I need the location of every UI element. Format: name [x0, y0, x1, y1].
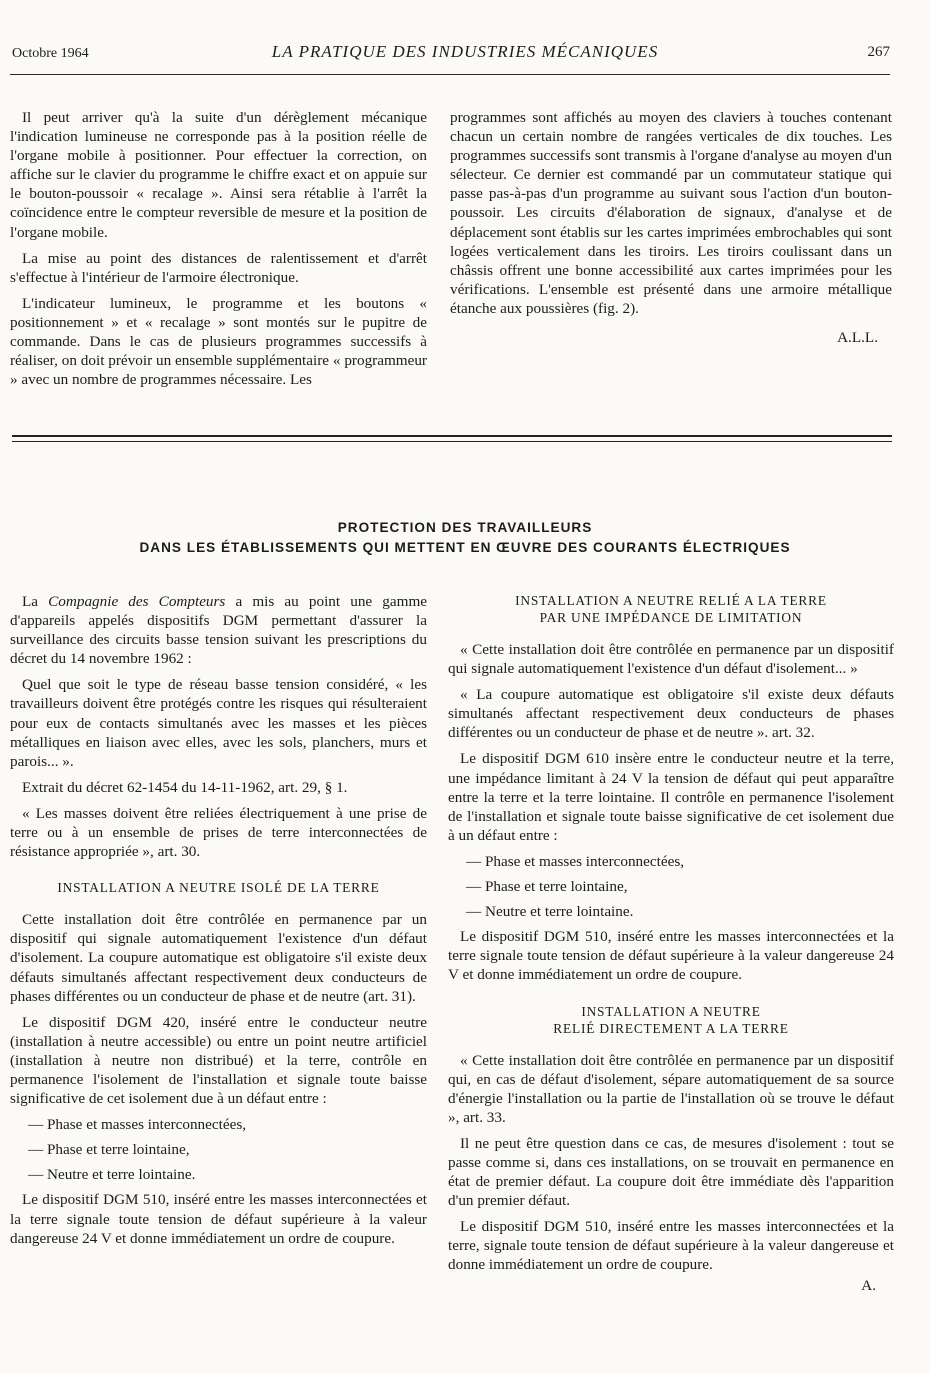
list-item: — Phase et masses interconnectées,: [466, 852, 685, 870]
author-signature: A.: [861, 1276, 876, 1294]
section-heading: [448, 592, 894, 626]
header-rule: [10, 74, 890, 75]
section-heading-line: INSTALLATION A NEUTRE RELIÉ A LA TERRE: [515, 593, 827, 608]
paragraph: Il ne peut être question dans ce cas, de mesures d'isolement : tout se passe comme si, dans ces installations, on se trouvait en permanence en état de premier défaut. La coupure doit être immédiate dès l'apparition d'un premier défaut.: [448, 1134, 894, 1210]
section-heading-line: PAR UNE IMPÉDANCE DE LIMITATION: [539, 610, 803, 625]
section-heading: INSTALLATION A NEUTRE ISOLÉ DE LA TERRE: [57, 880, 380, 896]
top-left-column: [10, 108, 427, 396]
paragraph: Le dispositif DGM 610 insère entre le conducteur neutre et la terre, une impédance limitant à 24 V la tension de défaut qui peut apparaître entre la terre et la terre lointaine. Il contrôle en permanence l'isolement de l'installation et signale toute baisse significative de cet isolement due à un défaut entre :: [448, 750, 894, 844]
paragraph: Il peut arriver qu'à la suite d'un dérèglement mécanique l'indication lumineuse ne corresponde pas à la position réelle de l'organe mobile à positionner. Pour effectuer la correction, on affiche sur le clavier du programme le chiffre exact et on appuie sur le bouton-poussoir « recalage ». Ainsi sera rétablie à l'arrêt la coïncidence entre le compteur reversible de mesure et la position de l'organe mobile.: [10, 109, 427, 241]
paragraph: programmes sont affichés au moyen des claviers à touches contenant chacun un certain nombre de rangées verticales de dix touches. Les programmes successifs sont transmis à l'organe d'analyse au moyen d'un sélecteur. Ce dernier est commandé par un commutateur statique qui passe pas-à-pas d'un programme au suivant sous l'action d'un bouton-poussoir. Les circuits d'élaboration de signaux, d'analyse et de déplacement sont établis sur les cartes imprimées embrochables qui sont logées verticalement dans les tiroirs. Les tiroirs coulissant dans un châssis offrent une bonne accessibilité aux cartes imprimées pour les vérifications. L'ensemble est présenté dans une armoire métallique étanche aux poussières (fig. 2).: [450, 109, 892, 317]
paragraph: « Cette installation doit être contrôlée en permanence par un dispositif qui signale automatiquement l'existence d'un défaut d'isolement... »: [448, 641, 894, 678]
paragraph: Le dispositif DGM 420, inséré entre le conducteur neutre (installation à neutre accessible) ou entre un point neutre artificiel (installation à neutre non distribué) et la terre, contrôle en permanence l'isolement de l'installation et signale toute baisse significative de cet isolement due à un défaut entre :: [10, 1013, 427, 1108]
article-title-line: DANS LES ÉTABLISSEMENTS QUI METTENT EN ŒUVRE DES COURANTS ÉLECTRIQUES: [139, 540, 791, 555]
section-heading-line: INSTALLATION A NEUTRE: [581, 1003, 761, 1019]
issue-date: Octobre 1964: [12, 46, 89, 61]
top-right-column: [450, 108, 892, 347]
text-run: La: [22, 593, 49, 610]
section-heading: [448, 1003, 894, 1037]
list-item: — Phase et masses interconnectées,: [28, 1116, 247, 1134]
article-right-column: [448, 592, 894, 1295]
paragraph: Extrait du décret 62-1454 du 14-11-1962, art. 29, § 1.: [22, 778, 348, 796]
list-item: — Phase et terre lointaine,: [28, 1141, 190, 1159]
company-name: Compagnie des Compteurs: [48, 593, 226, 610]
paragraph: Le dispositif DGM 510, inséré entre les masses interconnectées et la terre signale toute tension de défaut supérieure à la valeur dangereuse 24 V et donne immédiatement un ordre de coupure.: [10, 1191, 427, 1247]
author-signature: A.L.L.: [837, 329, 878, 347]
paragraph: Le dispositif DGM 510, inséré entre les masses interconnectées et la terre, signale toute tension de défaut supérieure à la valeur dangereuse et donne immédiatement un ordre de coupure.: [448, 1218, 894, 1274]
journal-title: LA PRATIQUE DES INDUSTRIES MÉCANIQUES: [271, 42, 659, 61]
paragraph: Quel que soit le type de réseau basse tension considéré, « les travailleurs doivent être protégés contre les risques qui résulteraient pour eux de contacts simultanés avec les masses et les pièces métalliques en liaison avec elles, avec les sols, planchers, murs et parois... ».: [10, 676, 427, 770]
paragraph: « La coupure automatique est obligatoire s'il existe deux défauts simultanés affectant respectivement deux conducteurs de phases différentes ou un conducteur de phase et de neutre ». art. 32.: [448, 686, 894, 742]
paragraph: « Les masses doivent être reliées électriquement à une prise de terre ou à un ensemble de prises de terre interconnectées de résistance appropriée », art. 30.: [10, 804, 427, 861]
paragraph: « Cette installation doit être contrôlée en permanence par un dispositif qui, en cas de défaut d'isolement, sépare automatiquement de sa source d'énergie l'installation ou la partie de l'installation où se trouve le défaut », art. 33.: [448, 1051, 894, 1126]
paragraph: L'indicateur lumineux, le programme et les boutons « positionnement » et « recalage » sont montés sur le pupitre de commande. Dans le cas de plusieurs programmes successifs à réaliser, on doit prévoir un ensemble supplémentaire « programmeur » avec un nombre de programmes nécessaire. Les: [10, 294, 427, 389]
article-title: [0, 518, 930, 558]
section-separator: [12, 441, 892, 442]
section-separator: [12, 435, 892, 437]
paragraph: La mise au point des distances de ralentissement et d'arrêt s'effectue à l'intérieur de l'armoire électronique.: [10, 249, 427, 286]
article-title-line: PROTECTION DES TRAVAILLEURS: [337, 520, 593, 535]
article-left-column: [10, 592, 427, 1255]
list-item: — Neutre et terre lointaine.: [28, 1166, 196, 1184]
page-number: 267: [867, 44, 890, 60]
text-run: a mis au point une gamme d'appareils appelés dispositifs DGM permettant d'assurer la surveillance des circuits basse tension suivant les prescriptions du décret du 14 novembre 1962 :: [10, 593, 428, 668]
paragraph: Le dispositif DGM 510, inséré entre les masses interconnectées et la terre signale toute tension de défaut supérieure à la valeur dangereuse 24 V et donne immédiatement un ordre de coupure.: [448, 928, 894, 984]
intro-paragraph: [10, 592, 427, 668]
page-header: [0, 38, 930, 68]
paragraph: Cette installation doit être contrôlée en permanence par un dispositif qui signale automatiquement l'existence d'un défaut d'isolement. La coupure automatique est obligatoire s'il existe deux défauts simultanés affectant respectivement deux conducteurs de phases différentes ou un conducteur de phase et de neutre (art. 31).: [10, 911, 427, 1005]
list-item: — Neutre et terre lointaine.: [466, 903, 634, 921]
section-heading-line: RELIÉ DIRECTEMENT A LA TERRE: [553, 1020, 789, 1036]
list-item: — Phase et terre lointaine,: [466, 878, 628, 896]
